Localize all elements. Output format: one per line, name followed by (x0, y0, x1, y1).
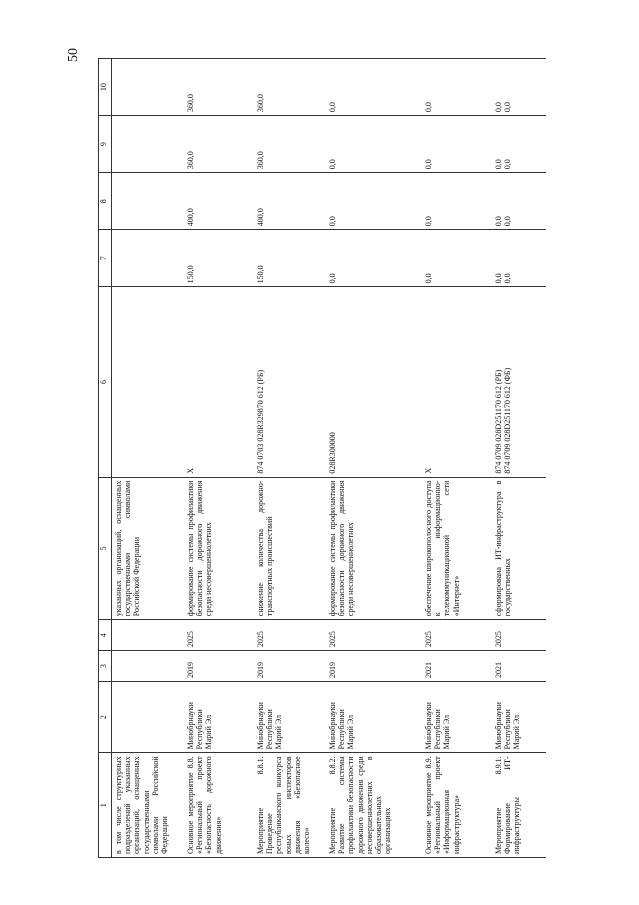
header-cell: 10 (99, 59, 112, 116)
value-col9: 360,0 (254, 116, 326, 173)
value-col8 (492, 173, 546, 230)
end-year (112, 620, 185, 651)
value-col10 (112, 59, 185, 116)
end-year: 2025 (492, 620, 546, 651)
value-col7: 150,0 (184, 230, 254, 287)
value-line: 0,0 (494, 273, 503, 284)
value-line: 0,0 (503, 216, 513, 227)
budget-code (112, 287, 185, 477)
budget-code: 028R300000 (326, 287, 422, 477)
header-cell: 8 (99, 173, 112, 230)
page-number: 50 (66, 48, 81, 62)
budget-code: 874 0703 028R329870 612 (РБ) (254, 287, 326, 477)
expected-result: указанных организаций, оснащенных государственными символами Российской Федерации (112, 477, 185, 620)
table-row (492, 59, 546, 858)
header-cell: 5 (99, 477, 112, 620)
header-cell: 2 (99, 682, 112, 753)
value-col10: 0,0 (326, 59, 422, 116)
budget-code (492, 287, 546, 477)
value-col7 (492, 230, 546, 287)
value-col8: 0,0 (422, 173, 492, 230)
executor: Минобрнауки Республики Марий Эл (422, 682, 492, 753)
executor: Минобрнауки Республики Марий Эл (326, 682, 422, 753)
header-row (99, 59, 112, 858)
rotated-table-frame (98, 58, 522, 858)
end-year: 2025 (254, 620, 326, 651)
start-year: 2021 (422, 651, 492, 682)
value-line: 0,0 (494, 216, 503, 227)
measure-name: Основное мероприятие 8.9. «Региональный проект «Информационная инфраструктура» (422, 753, 492, 858)
expected-result: формирование системы профилактики безопасности дорожного движения среди несовершеннолетних (184, 477, 254, 620)
value-col10: 0,0 (422, 59, 492, 116)
value-col9 (112, 116, 185, 173)
value-col7: 0,0 (422, 230, 492, 287)
table-row (326, 59, 422, 858)
header-cell: 7 (99, 230, 112, 287)
header-cell: 4 (99, 620, 112, 651)
header-cell: 1 (99, 753, 112, 858)
table-row (184, 59, 254, 858)
header-cell: 3 (99, 651, 112, 682)
header-cell: 6 (99, 287, 112, 477)
executor (112, 682, 185, 753)
measure-name: Основное мероприятие 8.8. «Региональный проект «Безопасность дорожного движения» (184, 753, 254, 858)
budget-code: Х (422, 287, 492, 477)
budget-code-line: 874 0709 028D251170 612 (ФБ) (503, 367, 513, 474)
executor: Минобрнауки Республики Марий Эл (254, 682, 326, 753)
expected-result: снижение количества дорожно-транспортных происшествий (254, 477, 326, 620)
table-row (112, 59, 185, 858)
value-col8: 0,0 (326, 173, 422, 230)
table-row (422, 59, 492, 858)
start-year: 2019 (326, 651, 422, 682)
expected-result: формирование системы профилактики безопасности дорожного движения среди несовершеннолетних (326, 477, 422, 620)
value-col9: 0,0 (326, 116, 422, 173)
value-line: 0,0 (494, 159, 503, 170)
value-col9: 0,0 (422, 116, 492, 173)
start-year: 2021 (492, 651, 546, 682)
executor: Минобрнауки Республики Марий Эл (184, 682, 254, 753)
start-year: 2019 (254, 651, 326, 682)
value-col7 (112, 230, 185, 287)
budget-code: Х (184, 287, 254, 477)
measure-name: Мероприятие 8.8.1. Проведение республиканского конкурса юных инспекторов движения «Безопасное колесо» (254, 753, 326, 858)
budget-code-line: 874 0709 028D251170 612 (РБ) (494, 369, 503, 474)
value-col8 (112, 173, 185, 230)
table-row (254, 59, 326, 858)
value-line: 0,0 (503, 102, 513, 113)
value-col8: 400,0 (254, 173, 326, 230)
value-col7: 150,0 (254, 230, 326, 287)
measure-name: в том числе структурных подразделений указанных организаций, оснащенных государственными символами Российской Федерации (112, 753, 185, 858)
value-line: 0,0 (503, 159, 513, 170)
end-year: 2025 (184, 620, 254, 651)
executor: Минобрнауки Республики Марий Эл (492, 682, 546, 753)
start-year (112, 651, 185, 682)
header-cell: 9 (99, 116, 112, 173)
value-col9 (492, 116, 546, 173)
value-col8: 400,0 (184, 173, 254, 230)
end-year: 2025 (326, 620, 422, 651)
expected-result: сформирована ИТ-инфраструктура в государственных (492, 477, 546, 620)
value-col7: 0,0 (326, 230, 422, 287)
measure-name: Мероприятие 8.8.2. Развитие системы профилактики безопасности дорожного движения среди несовершеннолетних в образовательных организациях (326, 753, 422, 858)
value-line: 0,0 (494, 102, 503, 113)
value-line: 0,0 (503, 273, 513, 284)
program-table (98, 58, 546, 858)
value-col10 (492, 59, 546, 116)
end-year: 2025 (422, 620, 492, 651)
expected-result: обеспечение широкополосного доступа к информационно-телекоммуникационной сети «Интернет» (422, 477, 492, 620)
value-col9: 360,0 (184, 116, 254, 173)
value-col10: 360,0 (254, 59, 326, 116)
measure-name: Мероприятие 8.9.1. Формирование ИТ-инфраструктуры (492, 753, 546, 858)
start-year: 2019 (184, 651, 254, 682)
value-col10: 360,0 (184, 59, 254, 116)
